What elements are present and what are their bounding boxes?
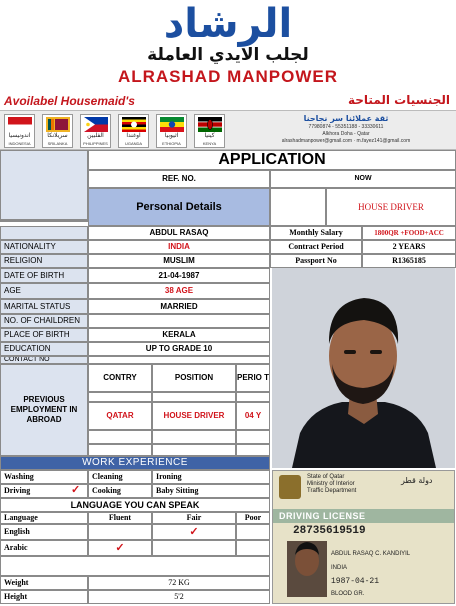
- license-ministry: Ministry of Interior: [307, 481, 355, 487]
- flag-uganda: [118, 114, 149, 148]
- skill-ironing: Ironing: [152, 470, 270, 484]
- emp-blank-cell: [152, 444, 236, 456]
- license-dept: Traffic Department: [307, 488, 357, 494]
- emp-blank-cell: [88, 444, 152, 456]
- skill-washing: Washing: [0, 470, 88, 484]
- emp-blank-cell: [236, 444, 270, 456]
- flag-label-arabic: اندونيسيا: [8, 132, 31, 139]
- language-header: LANGUAGE YOU CAN SPEAK: [0, 498, 270, 512]
- previous-employment-label: PREVIOUS EMPLOYMENT IN ABROAD: [0, 364, 88, 456]
- uganda-flag-icon: [122, 117, 146, 132]
- contact-address: Alkhora Doha - Qatar: [322, 131, 370, 137]
- lang-english-poor: [236, 524, 270, 540]
- driving-license-image: [272, 470, 455, 604]
- personal-details-header: Personal Details: [88, 188, 270, 226]
- flag-label-arabic: اوغندا: [126, 132, 141, 139]
- company-tagline-arabic: لجلب الايدي العاملة: [147, 45, 309, 65]
- contact-slogan-arabic: ثقة عملائنا سر نجاحنا: [303, 114, 389, 123]
- emp-blank-cell: [152, 392, 236, 402]
- flag-label-arabic: الفلبين: [87, 132, 104, 139]
- education-label: EDUCATION: [0, 342, 88, 356]
- religion-value: MUSLIM: [88, 254, 270, 268]
- contact-block: [238, 114, 454, 148]
- philippines-flag-icon: [84, 117, 108, 132]
- lang-arabic: Arabic: [0, 540, 88, 556]
- emp-period: 04 Y: [236, 402, 270, 430]
- flag-label-arabic: كينيا: [204, 132, 215, 139]
- contract-value: 2 YEARS: [362, 240, 456, 254]
- children-value: [88, 314, 270, 328]
- flag-ethiopia: [156, 114, 187, 148]
- nationality-flags-strip: [0, 110, 456, 150]
- emp-blank-cell: [152, 430, 236, 444]
- flag-label-arabic: اثيوبيا: [164, 132, 179, 139]
- weight-value: 72 KG: [88, 576, 270, 590]
- flag-label-english: UGANDA: [124, 141, 143, 146]
- contact-emails: alrashadmanpower@gmail.com · m.fayez141@gmail.com: [281, 138, 411, 144]
- checkmark-icon: ✓: [71, 484, 81, 496]
- age-value: 38 AGE: [88, 283, 270, 299]
- nationality-value: INDIA: [88, 240, 270, 254]
- emp-blank-cell: [236, 430, 270, 444]
- lang-english-fair: [152, 524, 236, 540]
- nationality-label: NATIONALITY: [0, 240, 88, 254]
- flag-indonesia: [4, 114, 35, 148]
- weight-label: Weight: [0, 576, 88, 590]
- lang-header-language: Language: [0, 512, 88, 524]
- marital-label: MARITAL STATUS: [0, 299, 88, 314]
- passport-label: Passport No: [270, 254, 362, 268]
- emp-blank-cell: [236, 392, 270, 402]
- dob-value: 21-04-1987: [88, 268, 270, 283]
- company-name-english: ALRASHAD MANPOWER: [117, 67, 339, 86]
- contact-no-label: CONTACT NO: [0, 356, 88, 364]
- flag-kenya: [194, 114, 225, 148]
- work-experience-header: WORK EXPERIENCE: [0, 456, 270, 470]
- emp-header-country: CONTRY: [88, 364, 152, 392]
- emp-blank-cell: [88, 392, 152, 402]
- age-label: AGE: [0, 283, 88, 299]
- lang-header-poor: Poor: [236, 512, 270, 524]
- flag-label-english: INDONESIA: [8, 141, 31, 146]
- contact-no-value: [88, 356, 270, 364]
- portrait-image: [272, 268, 455, 468]
- emp-country: QATAR: [88, 402, 152, 430]
- skill-cleaning: Cleaning: [88, 470, 152, 484]
- ref-no-value: NOW: [270, 170, 456, 188]
- flag-label-english: SRILANKA: [47, 141, 68, 146]
- checkmark-icon: ✓: [189, 526, 199, 538]
- flag-philippines: [80, 114, 111, 148]
- available-label-english: Avoilabel Housemaid's: [4, 94, 135, 108]
- skill-baby-sitting: Baby Sitting: [152, 484, 270, 498]
- children-label: NO. OF CHAILDREN: [0, 314, 88, 328]
- license-holder-name: ABDUL RASAQ C. KANDIYIL: [331, 551, 411, 557]
- lang-arabic-fair: [152, 540, 236, 556]
- license-state-arabic: دولة قطر: [401, 476, 433, 485]
- checkmark-icon: ✓: [115, 542, 125, 554]
- flag-label-english: KENYA: [202, 141, 217, 146]
- emp-position: HOUSE DRIVER: [152, 402, 236, 430]
- salary-value: 1800QR +FOOD+ACC: [362, 226, 456, 240]
- ref-no-label: REF. NO.: [88, 170, 270, 188]
- license-title: DRIVING LICENSE: [279, 511, 366, 521]
- passport-value: R1365185: [362, 254, 456, 268]
- dob-label: DATE OF BIRTH: [0, 268, 88, 283]
- applied-position: HOUSE DRIVER: [326, 188, 456, 226]
- company-name-arabic: الرشاد: [163, 1, 293, 47]
- emp-header-position: POSITION: [152, 364, 236, 392]
- flag-label-arabic: سريلانكا: [47, 132, 68, 139]
- emp-header-period: PERIO T: [236, 364, 270, 392]
- skill-driving-label: Driving: [4, 486, 31, 495]
- license-state: State of Qatar: [307, 474, 345, 480]
- contact-phones: 77980874 - 55351188 - 33330611: [308, 124, 384, 130]
- ethiopia-flag-icon: [160, 117, 184, 132]
- kenya-flag-icon: [198, 117, 222, 132]
- pob-value: KERALA: [88, 328, 270, 342]
- srilanka-flag-icon: [46, 117, 70, 132]
- available-label-arabic: الجنسيات المتاحة: [347, 93, 450, 107]
- skill-cooking: Cooking: [88, 484, 152, 498]
- pob-label: PLACE OF BIRTH: [0, 328, 88, 342]
- marital-value: MARRIED: [88, 299, 270, 314]
- height-value: 5'2: [88, 590, 270, 604]
- lang-header-fluent: Fluent: [88, 512, 152, 524]
- name-label-spacer: [0, 226, 88, 240]
- contract-label: Contract Period: [270, 240, 362, 254]
- company-header: [0, 0, 456, 110]
- education-value: UP TO GRADE 10: [88, 342, 270, 356]
- lang-english: English: [0, 524, 88, 540]
- flag-label-english: PHILIPPINES: [83, 141, 108, 146]
- religion-label: RELIGION: [0, 254, 88, 268]
- lang-arabic-poor: [236, 540, 270, 556]
- license-dob: 1987-04-21: [331, 577, 380, 586]
- license-number: 28735619519: [293, 525, 366, 537]
- indonesia-flag-icon: [8, 117, 32, 132]
- lang-arabic-fluent: [88, 540, 152, 556]
- applicant-photo: [272, 268, 455, 468]
- lang-english-fluent: [88, 524, 152, 540]
- salary-label: Monthly Salary: [270, 226, 362, 240]
- flag-srilanka: [42, 114, 73, 148]
- divider: [0, 220, 88, 222]
- blank-row: [0, 556, 270, 576]
- form-title: APPLICATION: [88, 150, 456, 170]
- flag-label-english: ETHIOPIA: [162, 141, 181, 146]
- license-blood-group: BLOOD GR.: [331, 591, 365, 597]
- form-spacer-left: [0, 150, 88, 220]
- applicant-name: ABDUL RASAQ: [88, 226, 270, 240]
- height-label: Height: [0, 590, 88, 604]
- emp-blank-cell: [88, 430, 152, 444]
- skill-driving: [0, 484, 88, 498]
- license-nationality: INDIA: [331, 565, 348, 571]
- position-spacer: [270, 188, 326, 226]
- lang-header-fair: Fair: [152, 512, 236, 524]
